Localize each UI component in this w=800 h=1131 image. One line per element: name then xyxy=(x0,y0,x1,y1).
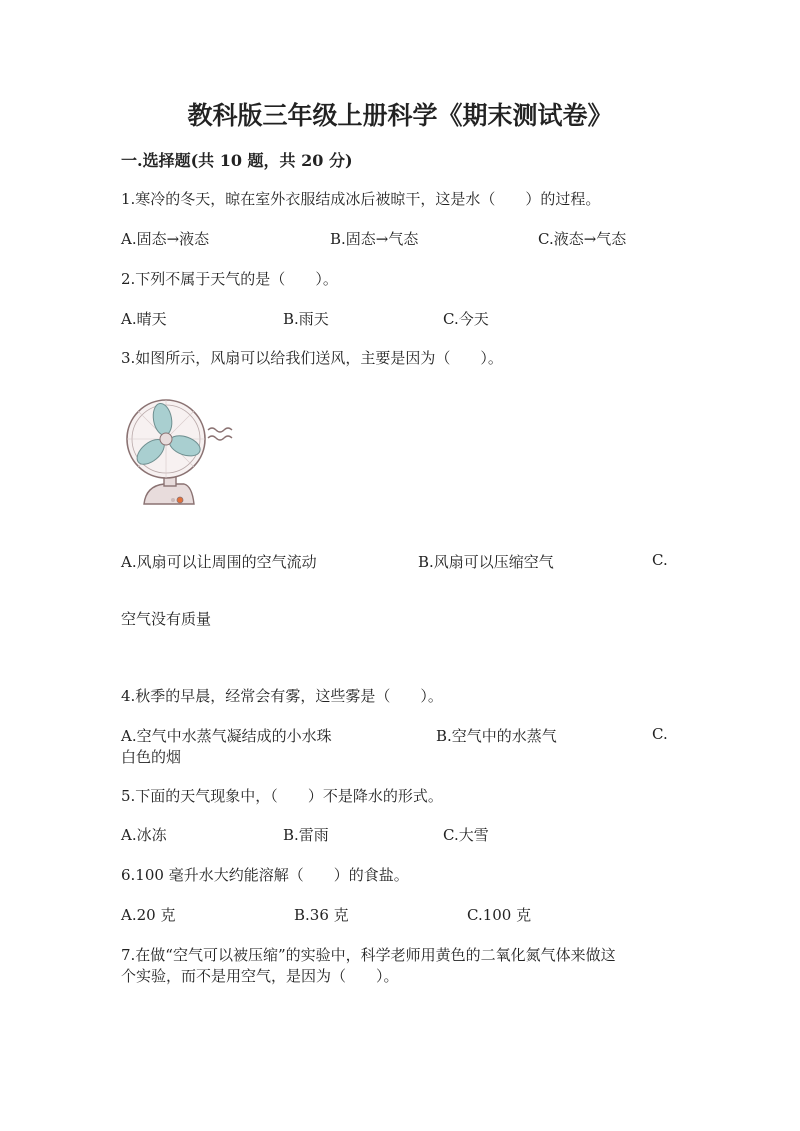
question-4-stem: 4.秋季的早晨，经常会有雾，这些雾是（ ）。 xyxy=(121,687,443,705)
question-4-option-b: B.空气中的水蒸气 xyxy=(436,727,557,745)
question-2-option-c: C.今天 xyxy=(443,310,489,328)
page-title: 教科版三年级上册科学《期末测试卷》 xyxy=(187,101,613,130)
question-5-option-c: C.大雪 xyxy=(443,826,489,844)
question-7-stem-line-1: 7.在做“空气可以被压缩”的实验中，科学老师用黄色的二氧化氮气体来做这 xyxy=(121,946,616,964)
question-6-option-b: B.36 克 xyxy=(294,906,349,924)
question-3-option-a: A.风扇可以让周围的空气流动 xyxy=(121,553,317,571)
question-2-stem: 2.下列不属于天气的是（ ）。 xyxy=(121,270,338,288)
question-3-option-c-text: 空气没有质量 xyxy=(121,610,212,628)
wind-lines xyxy=(208,428,232,440)
question-1-stem: 1.寒冷的冬天，晾在室外衣服结成冰后被晾干，这是水（ ）的过程。 xyxy=(121,190,601,208)
question-2-option-b: B.雨天 xyxy=(283,310,329,328)
question-3-option-c-letter: C. xyxy=(652,551,668,569)
question-4-option-a: A.空气中水蒸气凝结成的小水珠 xyxy=(121,727,332,745)
question-7-stem-line-2: 个实验，而不是用空气，是因为（ ）。 xyxy=(121,967,399,985)
question-4-option-c-text: 白色的烟 xyxy=(121,748,182,766)
electric-fan-image xyxy=(116,394,241,514)
question-5-option-a: A.冰冻 xyxy=(121,826,167,844)
question-3-stem: 3.如图所示，风扇可以给我们送风，主要是因为（ ）。 xyxy=(121,349,503,367)
question-5-stem: 5.下面的天气现象中，（ ）不是降水的形式。 xyxy=(121,787,443,805)
question-3-option-b: B.风扇可以压缩空气 xyxy=(418,553,554,571)
question-1-option-c: C.液态→气态 xyxy=(538,230,627,248)
question-6-option-a: A.20 克 xyxy=(121,906,176,924)
question-4-option-c-letter: C. xyxy=(652,725,668,743)
section-heading: 一.选择题(共 10 题，共 20 分) xyxy=(121,151,353,170)
question-1-option-a: A.固态→液态 xyxy=(121,230,210,248)
question-6-option-c: C.100 克 xyxy=(467,906,532,924)
question-6-stem: 6.100 毫升水大约能溶解（ ）的食盐。 xyxy=(121,866,409,884)
question-1-option-b: B.固态→气态 xyxy=(330,230,419,248)
question-5-option-b: B.雷雨 xyxy=(283,826,329,844)
question-2-option-a: A.晴天 xyxy=(121,310,167,328)
